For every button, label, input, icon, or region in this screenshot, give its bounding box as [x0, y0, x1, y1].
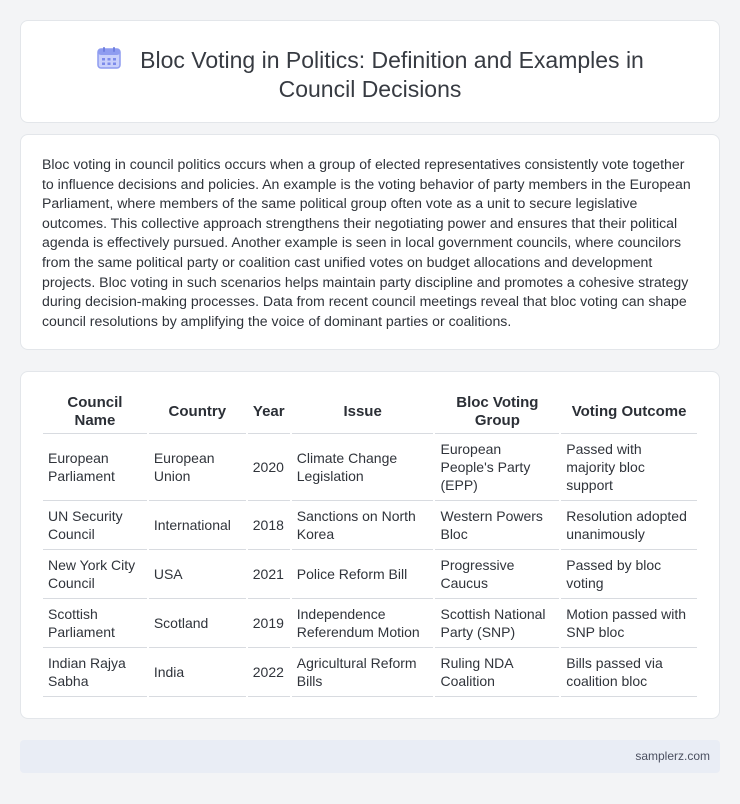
- column-header: Issue: [291, 392, 435, 434]
- intro-paragraph: Bloc voting in council politics occurs when a group of elected representatives consistently vote together to influence decisions and policies. An example is the voting behavior of party members in the European Parliament, where members of the same political group often vote as a unit to secure legislative outcomes. This collective approach strengthens their negotiating power and ensures that their political agenda is effectively pursued. Another example is seen in local government councils, where councilors from the same political party or coalition cast unified votes on budget allocations and development projects. Bloc voting in such scenarios helps maintain party discipline and promotes a cohesive strategy during decision-making processes. Data from recent council meetings reveal that bloc voting can shape council resolutions by amplifying the voice of dominant parties or coalitions.: [42, 156, 691, 329]
- table-row: [43, 599, 698, 648]
- table-cell: Motion passed with SNP bloc: [560, 599, 698, 648]
- table-row: [43, 501, 698, 550]
- table-cell: 2022: [247, 648, 291, 697]
- table-cell: Agricultural Reform Bills: [291, 648, 435, 697]
- table-cell: Scotland: [148, 599, 247, 648]
- table-cell: 2021: [247, 550, 291, 599]
- table-cell: UN Security Council: [43, 501, 148, 550]
- table-cell: Progressive Caucus: [434, 550, 560, 599]
- table-cell: Scottish Parliament: [43, 599, 148, 648]
- column-header: Country: [148, 392, 247, 434]
- table-cell: India: [148, 648, 247, 697]
- table-cell: Passed by bloc voting: [560, 550, 698, 599]
- table-cell: Bills passed via coalition bloc: [560, 648, 698, 697]
- table-cell: International: [148, 501, 247, 550]
- table-row: [43, 550, 698, 599]
- table-cell: USA: [148, 550, 247, 599]
- table-cell: Climate Change Legislation: [291, 434, 435, 501]
- table-cell: 2018: [247, 501, 291, 550]
- table-cell: European People's Party (EPP): [434, 434, 560, 501]
- table-row: [43, 648, 698, 697]
- council-bloc-voting-table: [43, 392, 699, 697]
- intro-card: [20, 134, 720, 350]
- table-cell: Western Powers Bloc: [434, 501, 560, 550]
- page-title-row: [21, 46, 719, 104]
- footer-bar: [20, 740, 720, 773]
- table-cell: European Parliament: [43, 434, 148, 501]
- page-title: Bloc Voting in Politics: Definition and Examples in Council Decisions: [140, 47, 644, 102]
- table-cell: Independence Referendum Motion: [291, 599, 435, 648]
- table-cell: Resolution adopted unanimously: [560, 501, 698, 550]
- table-cell: Ruling NDA Coalition: [434, 648, 560, 697]
- table-cell: European Union: [148, 434, 247, 501]
- column-header: Voting Outcome: [560, 392, 698, 434]
- table-header-row: [43, 392, 698, 434]
- table-cell: 2019: [247, 599, 291, 648]
- table-cell: 2020: [247, 434, 291, 501]
- calendar-icon: [96, 46, 122, 70]
- table-row: [43, 434, 698, 501]
- table-cell: Indian Rajya Sabha: [43, 648, 148, 697]
- table-cell: Police Reform Bill: [291, 550, 435, 599]
- column-header: Bloc Voting Group: [434, 392, 560, 434]
- column-header: Year: [247, 392, 291, 434]
- table-cell: Sanctions on North Korea: [291, 501, 435, 550]
- table-cell: Scottish National Party (SNP): [434, 599, 560, 648]
- header-card: [20, 20, 720, 123]
- table-cell: Passed with majority bloc support: [560, 434, 698, 501]
- table-cell: New York City Council: [43, 550, 148, 599]
- footer-site-link[interactable]: samplerz.com: [635, 749, 710, 763]
- table-card: [20, 371, 720, 719]
- column-header: Council Name: [43, 392, 148, 434]
